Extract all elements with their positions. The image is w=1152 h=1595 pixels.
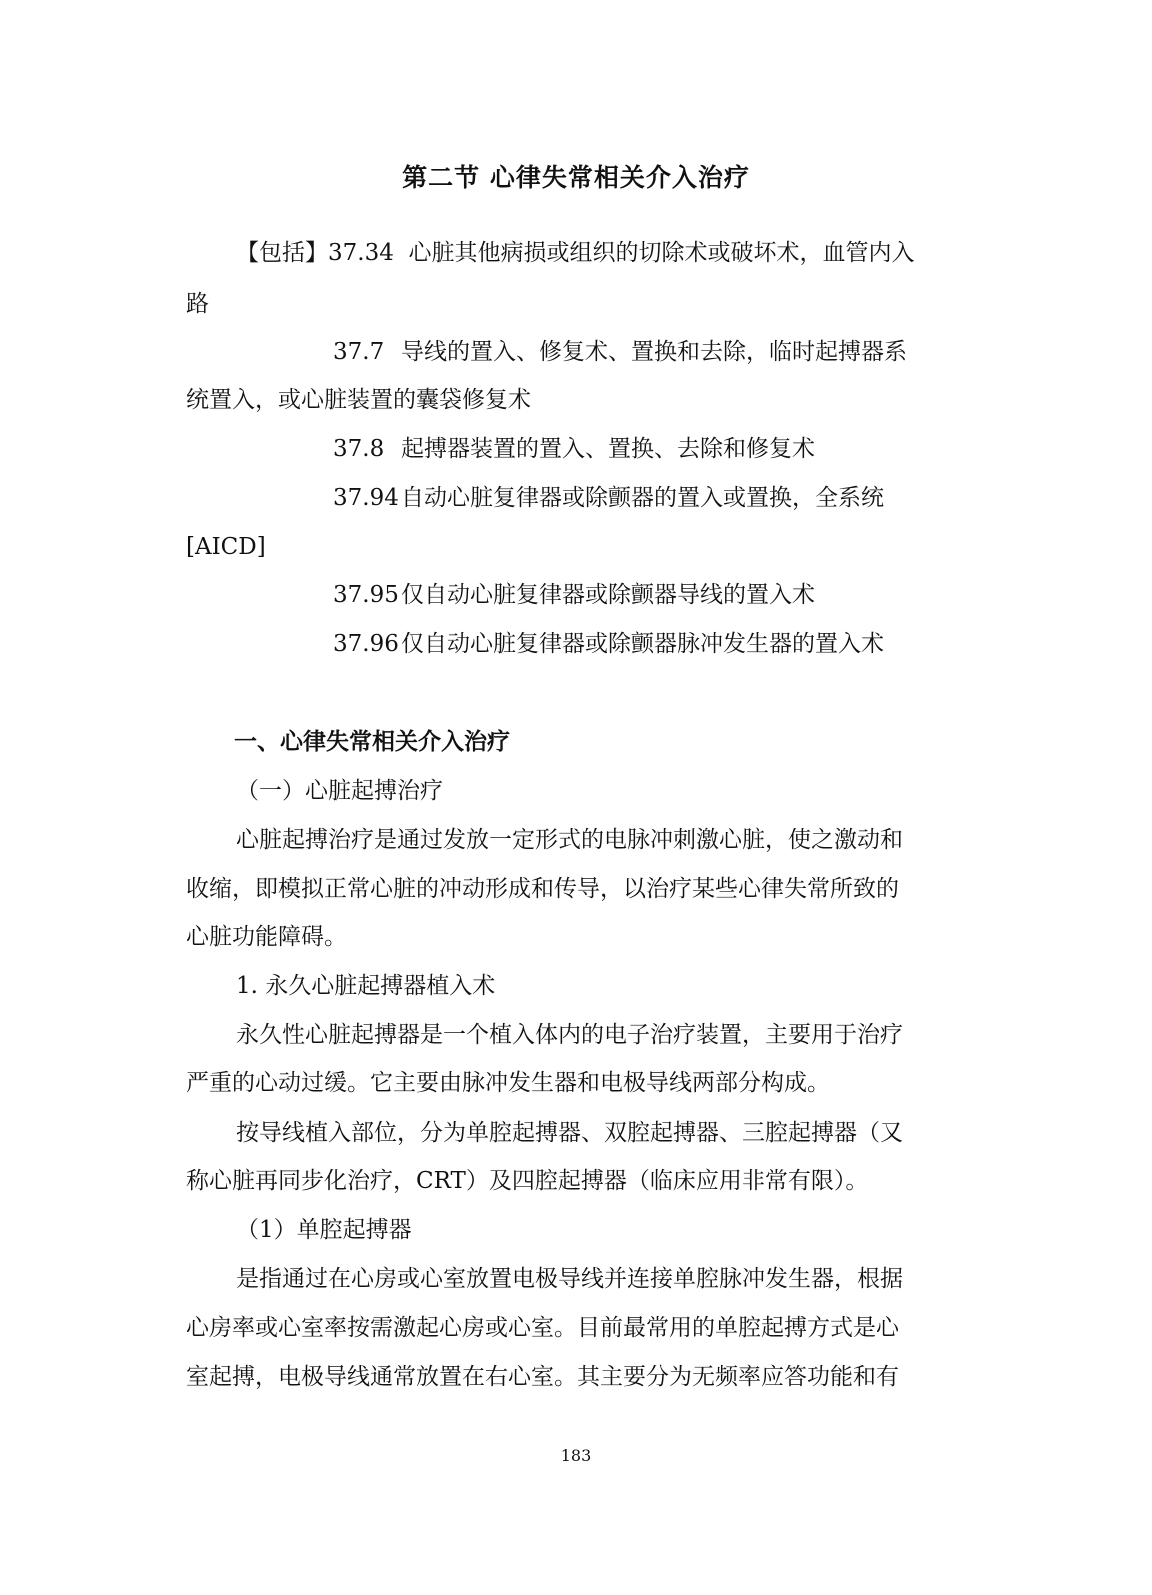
paragraph-line: 称心脏再同步化治疗，CRT）及四腔起搏器（临床应用非常有限）。 [186,1168,869,1194]
include-text: 仅自动心脏复律器或除颤器脉冲发生器的置入术 [401,631,884,657]
include-cont-1: 路 [186,291,209,317]
section-title: 第二节 心律失常相关介入治疗 [402,163,750,192]
paragraph-line: 收缩，即模拟正常心脏的冲动形成和传导，以治疗某些心律失常所致的 [186,876,899,902]
include-code: 37.95 [333,582,399,608]
numbered-item: 1. 永久心脏起搏器植入术 [236,973,496,999]
include-cont-2: 统置入，或心脏装置的囊袋修复术 [186,387,531,413]
include-code: 37.96 [333,631,399,657]
paragraph-line: 按导线植入部位，分为单腔起搏器、双腔起搏器、三腔起搏器（又 [236,1120,903,1146]
include-line-3 [333,434,1113,464]
include-label: 【包括】 [236,240,328,266]
paragraph-line: 永久性心脏起搏器是一个植入体内的电子治疗装置，主要用于治疗 [236,1022,903,1048]
include-text: 导线的置入、修复术、置换和去除，临时起搏器系 [401,339,907,365]
include-text: 仅自动心脏复律器或除颤器导线的置入术 [401,582,815,608]
include-code: 37.7 [333,339,385,365]
include-line-4 [333,483,1113,513]
include-line-6 [333,629,1113,659]
paragraph-line: 室起搏，电极导线通常放置在右心室。其主要分为无频率应答功能和有 [186,1364,899,1390]
include-line-5 [333,580,1113,610]
include-code: 37.8 [333,436,385,462]
include-text: 心脏其他病损或组织的切除术或破坏术，血管内入 [408,240,915,266]
paragraph-line: 是指通过在心房或心室放置电极导线并连接单腔脉冲发生器，根据 [236,1266,903,1292]
page-number: 183 [560,1446,592,1465]
include-code: 37.94 [333,485,399,511]
paragraph-line: 心脏功能障碍。 [186,924,347,950]
paragraph-line: 严重的心动过缓。它主要由脉冲发生器和电极导线两部分构成。 [186,1070,830,1096]
paragraph-line: 心房率或心室率按需激起心房或心室。目前最常用的单腔起搏方式是心 [186,1315,899,1341]
paragraph-line: 心脏起搏治疗是通过发放一定形式的电脉冲刺激心脏，使之激动和 [236,827,903,853]
subheading-1: （一）心脏起搏治疗 [236,778,443,804]
include-text: 起搏器装置的置入、置换、去除和修复术 [401,436,815,462]
subheading-2: （1）单腔起搏器 [236,1217,412,1243]
include-cont-4: [AICD] [186,534,266,560]
include-line-2 [333,337,1113,367]
include-text: 自动心脏复律器或除颤器的置入或置换，全系统 [401,485,884,511]
include-line-1 [236,238,1016,268]
include-code: 37.34 [328,240,394,266]
heading-1: 一、心律失常相关介入治疗 [234,728,510,755]
